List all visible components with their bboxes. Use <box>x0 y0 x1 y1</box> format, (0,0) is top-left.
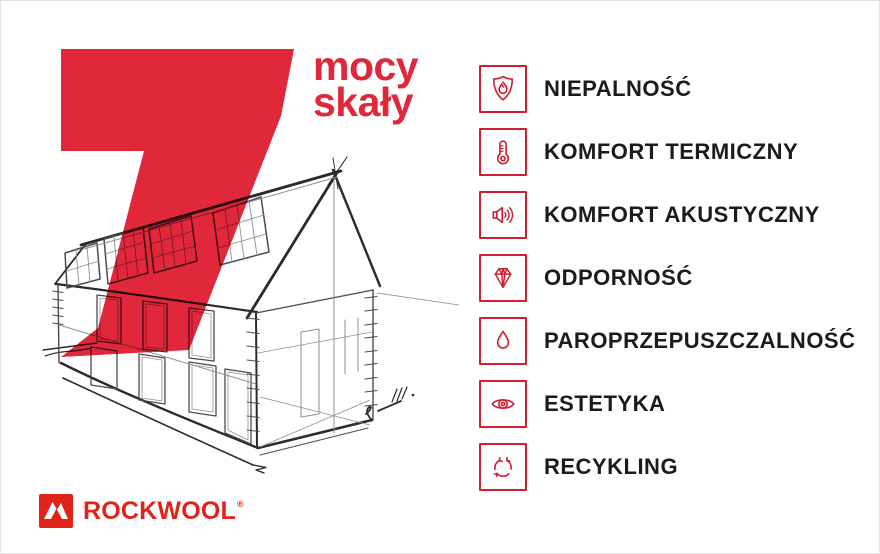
brand-wordmark <box>83 497 244 526</box>
feature-label: NIEPALNOŚĆ <box>544 76 692 101</box>
rockwool-mountain-icon <box>39 494 73 528</box>
brand-name: ROCKWOOL <box>83 496 236 525</box>
feature-row-niepalnosc <box>479 65 856 113</box>
feature-row-komfort-akustyczny <box>479 191 856 239</box>
registered-mark: ® <box>236 498 244 509</box>
eye-icon <box>479 380 527 428</box>
feature-label: ODPORNOŚĆ <box>544 265 693 290</box>
speaker-sound-icon <box>479 191 527 239</box>
feature-list <box>479 65 856 491</box>
feature-row-paroprzepuszczalnosc <box>479 317 856 365</box>
flame-shield-icon <box>479 65 527 113</box>
headline <box>313 43 419 125</box>
feature-row-estetyka <box>479 380 856 428</box>
water-drop-icon <box>479 317 527 365</box>
brand-logo <box>39 494 244 528</box>
recycle-icon <box>479 443 527 491</box>
headline-line1: mocy <box>313 43 419 89</box>
thermometer-icon <box>479 128 527 176</box>
diamond-icon <box>479 254 527 302</box>
feature-row-komfort-termiczny <box>479 128 856 176</box>
numeral-seven-shape <box>61 49 294 357</box>
feature-label: RECYKLING <box>544 454 679 479</box>
feature-label: KOMFORT TERMICZNY <box>544 139 799 164</box>
feature-label: PAROPRZEPUSZCZALNOŚĆ <box>544 328 856 353</box>
feature-row-odpornosc <box>479 254 856 302</box>
feature-label: ESTETYKA <box>544 391 666 416</box>
feature-label: KOMFORT AKUSTYCZNY <box>544 202 820 227</box>
headline-line2: skały <box>313 79 414 125</box>
feature-row-recykling <box>479 443 856 491</box>
